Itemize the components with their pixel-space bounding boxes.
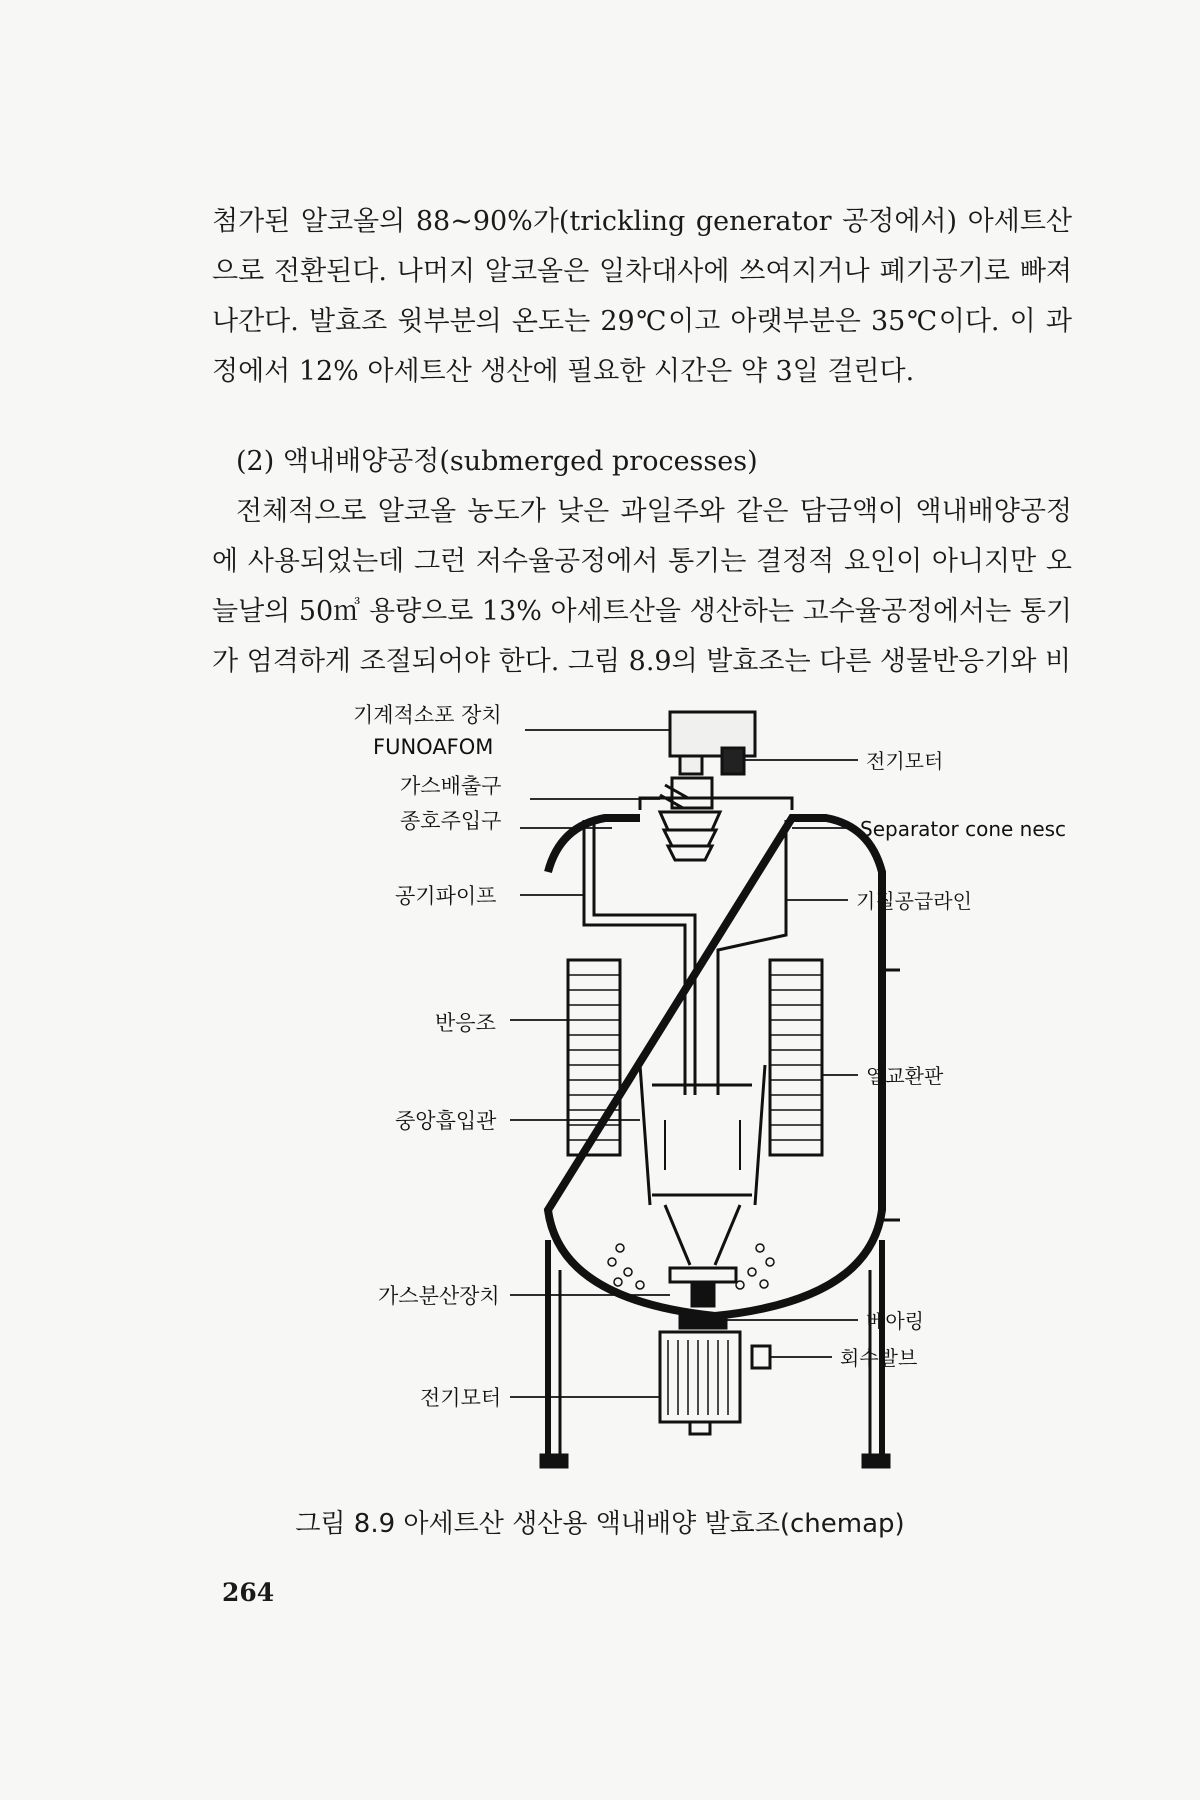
label-air-pipe: 공기파이프 xyxy=(395,884,497,908)
top-motor-shape xyxy=(722,748,744,774)
body-paragraph-2: 전체적으로 알코올 농도가 낮은 과일주와 같은 담금액이 액내배양공정에 사용되었는데 그런 저수율공정에서 통기는 결정적 요인이 아니지만 오늘날의 50㎥ 용량으로 13% 아세트산을 생산하는 고수율공정에서는 통기가 엄격하게 조절되어야 한다. 그림 8.9의 발효조는 다른 생물반응기와 비 xyxy=(212,496,1072,677)
label-substrate-line: 기질공급라인 xyxy=(856,889,972,913)
label-motor-bottom: 전기모터 xyxy=(420,1386,502,1410)
label-heat-exchanger: 열교환판 xyxy=(866,1064,944,1088)
fermenter-diagram xyxy=(0,690,1200,1520)
figure-caption: 그림 8.9 아세트산 생산용 액내배양 발효조(chemap) xyxy=(295,1509,905,1539)
label-recovery-valve: 회수발브 xyxy=(840,1346,918,1370)
page-number: 264 xyxy=(222,1578,275,1607)
label-reactor: 반응조 xyxy=(435,1011,496,1035)
label-draft-tube: 중앙흡입관 xyxy=(395,1109,497,1133)
label-foam-device-en: FUNOAFOM xyxy=(373,735,494,759)
label-foam-device: 기계적소포 장치 xyxy=(353,703,502,727)
label-inoculum-inlet: 종호주입구 xyxy=(400,809,502,833)
section-heading: (2) 액내배양공정(submerged processes) xyxy=(236,446,758,477)
label-gas-outlet: 가스배출구 xyxy=(400,774,502,798)
body-paragraph-1: 첨가된 알코올의 88∼90%가(trickling generator 공정에서) 아세트산으로 전환된다. 나머지 알코올은 일차대사에 쓰여지거나 폐기공기로 빠져나간다. 발효조 윗부분의 온도는 29℃이고 아랫부분은 35℃이다. 이 과정에서 12% 아세트산 생산에 필요한 시간은 약 3일 걸린다. xyxy=(212,206,1072,387)
label-separator: Separator cone nesc xyxy=(860,817,1067,841)
label-bearing: 베아링 xyxy=(866,1309,924,1333)
label-gas-disperser: 가스분산장치 xyxy=(378,1284,500,1308)
label-motor-top: 전기모터 xyxy=(866,749,944,773)
